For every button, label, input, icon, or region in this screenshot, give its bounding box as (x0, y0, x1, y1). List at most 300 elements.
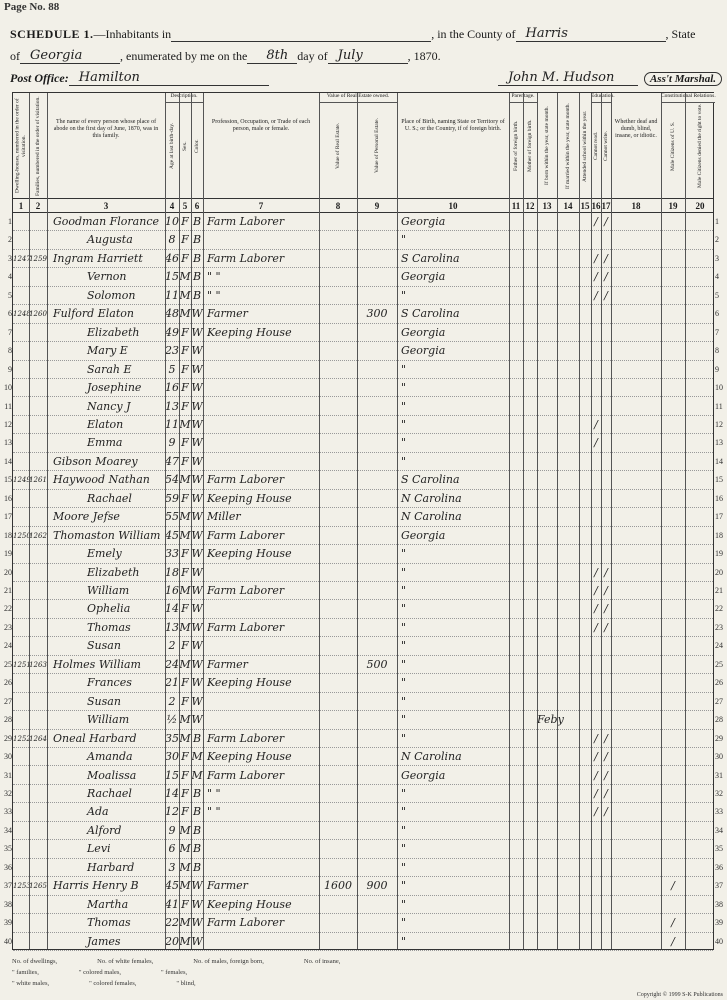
cell-age: 8 (168, 233, 176, 247)
cell-occ: Miller (207, 510, 241, 524)
line-number-right: 40 (715, 936, 723, 946)
cell-sex: F (181, 233, 189, 247)
cell-fam: 1262 (29, 531, 47, 540)
column-header-4: Age at last birth-day. (168, 122, 175, 170)
cell-color: W (191, 565, 203, 579)
enumeration-line (10, 48, 722, 64)
cell-sex: F (181, 325, 189, 339)
column-number-11: 11 (511, 201, 521, 211)
cell-birth: Georgia (401, 528, 446, 542)
cell-occ: Farm Laborer (207, 473, 285, 487)
line-number-left: 38 (4, 899, 12, 909)
line-number-left: 4 (8, 272, 12, 282)
column-header-15: Attended school within the year. (581, 110, 588, 182)
line-number-right: 31 (715, 770, 723, 780)
cell-occ: " " (207, 270, 221, 284)
table-row (4, 508, 723, 526)
cell-color: W (191, 362, 203, 376)
schedule-label: SCHEDULE 1. (10, 27, 94, 41)
cell-birth: N Carolina (401, 750, 462, 764)
cell-age: 13 (165, 620, 179, 634)
cell-birth: " (401, 731, 407, 745)
cell-sex: F (181, 750, 189, 764)
column-divider (611, 93, 612, 949)
cell-name: Martha (87, 897, 129, 911)
cell-color: W (191, 344, 203, 358)
line-number-left: 10 (4, 383, 12, 393)
line-number-left: 25 (4, 659, 12, 669)
column-header-9: Value of Personal Estate. (373, 118, 380, 174)
table-row (4, 767, 723, 785)
cell-sex: F (181, 215, 189, 228)
line-number-right: 26 (715, 678, 723, 688)
cell-birth: " (401, 676, 407, 690)
cell-w: / (604, 288, 608, 302)
cell-r: / (594, 731, 598, 745)
cell-color: B (192, 860, 202, 874)
footer-white-females: No. of white females, (97, 958, 154, 965)
column-header-16: Cannot read. (592, 131, 599, 161)
cell-birth: S Carolina (401, 307, 460, 321)
column-number-14: 14 (563, 201, 573, 211)
line-number-right: 29 (715, 733, 723, 743)
cell-age: 14 (165, 602, 179, 616)
cell-age: 15 (165, 768, 179, 782)
column-divider (591, 93, 592, 949)
cell-dw: 1248 (13, 310, 31, 319)
cell-age: 35 (165, 731, 179, 745)
footer-males-foreign: No. of males, foreign born, (193, 958, 264, 965)
cell-r: / (594, 805, 598, 819)
cell-birth: Georgia (401, 215, 446, 228)
cell-name: Fulford Elaton (53, 307, 134, 321)
cell-birth: N Carolina (401, 510, 462, 524)
cell-name: Josephine (87, 381, 142, 395)
line-number-right: 27 (715, 696, 723, 706)
cell-occ: Farmer (207, 879, 248, 893)
cell-birth: " (401, 620, 407, 634)
cell-birth: Georgia (401, 270, 446, 284)
line-number-left: 22 (4, 604, 12, 614)
column-header-18: Whether deaf and dumb, blind, insane, or idiotic. (614, 119, 658, 139)
cell-color: B (192, 233, 202, 247)
cell-color: W (191, 436, 203, 450)
cell-x: / (671, 879, 675, 893)
line-number-right: 13 (715, 438, 723, 448)
column-divider (47, 93, 48, 949)
line-number-right: 14 (715, 456, 723, 466)
cell-name: Frances (87, 676, 132, 690)
state-label: , State (665, 27, 696, 41)
cell-name: Harris Henry B (53, 879, 139, 893)
cell-r: / (594, 620, 598, 634)
cell-name: William (87, 584, 130, 597)
cell-fam: 1264 (29, 734, 47, 743)
page-number-label: Page No. 88 (4, 1, 60, 13)
table-row (8, 305, 719, 323)
cell-sex: F (181, 786, 189, 800)
table-row (8, 231, 719, 249)
line-number-right: 8 (715, 346, 719, 356)
cell-birth: " (401, 547, 407, 561)
column-divider (509, 93, 510, 949)
cell-birth: " (401, 381, 407, 395)
column-divider (179, 93, 180, 949)
copyright-notice: Copyright © 1999 S-K Publications (636, 992, 723, 998)
cell-occ: Farm Laborer (207, 731, 285, 745)
cell-r: / (594, 750, 598, 764)
cell-pers: 500 (366, 657, 388, 671)
cell-sex: F (181, 897, 189, 911)
cell-r: / (594, 288, 598, 302)
column-number-16: 16 (591, 201, 601, 211)
table-row (4, 416, 723, 434)
cell-sex: F (181, 251, 189, 265)
cell-age: 21 (165, 676, 179, 690)
cell-occ: Farm Laborer (207, 620, 285, 634)
cell-birth: " (401, 897, 407, 911)
line-number-left: 15 (4, 475, 12, 485)
cell-w: / (604, 270, 608, 284)
cell-sex: M (179, 731, 191, 745)
line-number-right: 18 (715, 530, 723, 540)
cell-fam: 1263 (29, 660, 47, 669)
line-number-left: 1 (8, 217, 12, 226)
table-row (8, 287, 719, 305)
cell-color: B (192, 251, 202, 265)
cell-color: W (191, 399, 203, 413)
cell-sex: F (181, 362, 189, 376)
cell-birth: Georgia (401, 768, 446, 782)
table-row (4, 840, 723, 858)
table-row (4, 619, 723, 637)
cell-occ: Keeping House (207, 676, 292, 690)
day-value: 8th (247, 48, 297, 64)
group-header-education: Education. (591, 93, 611, 103)
table-row (4, 656, 723, 674)
line-number-left: 19 (4, 549, 12, 559)
cell-color: W (191, 897, 203, 911)
county-label: , in the County of (431, 27, 516, 41)
cell-age: 5 (168, 362, 176, 376)
group-header-constitutional: Constitutional Relations. (661, 93, 715, 103)
cell-birth: " (401, 639, 407, 653)
cell-birth: " (401, 417, 407, 431)
of-label: of (10, 49, 20, 63)
cell-sex: F (181, 805, 189, 819)
table-row (8, 324, 719, 342)
line-number-left: 33 (4, 807, 12, 817)
column-number-8: 8 (335, 201, 341, 211)
cell-birth: " (401, 436, 407, 450)
cell-birth: " (401, 786, 407, 800)
cell-color: W (191, 473, 203, 487)
cell-fam: 1261 (29, 476, 47, 485)
cell-sex: M (179, 879, 191, 893)
cell-occ: Farmer (207, 657, 248, 671)
day-of-label: day of (297, 49, 328, 63)
cell-sex: F (181, 344, 189, 358)
cell-color: B (192, 842, 202, 856)
enumerator-signature: John M. Hudson (498, 70, 638, 86)
column-header-6: Color. (193, 139, 200, 153)
line-number-left: 29 (4, 733, 12, 743)
line-number-right: 25 (715, 659, 723, 669)
table-row (4, 877, 723, 895)
cell-occ: Keeping House (207, 750, 292, 764)
group-header-description: Description. (165, 93, 203, 103)
cell-w: / (604, 251, 608, 265)
cell-color: W (191, 547, 203, 561)
line-number-right: 17 (715, 512, 723, 522)
cell-occ: Farm Laborer (207, 528, 285, 542)
line-number-right: 4 (715, 272, 719, 282)
cell-name: Emely (87, 547, 122, 561)
column-divider (191, 93, 192, 949)
cell-age: 45 (165, 528, 179, 542)
table-row (4, 674, 723, 692)
column-header-12: Mother of foreign birth. (526, 119, 533, 173)
cell-sex: F (181, 694, 189, 708)
cell-name: Haywood Nathan (53, 473, 150, 487)
cell-color: M (191, 750, 203, 764)
cell-occ: Keeping House (207, 491, 292, 505)
line-number-left: 39 (4, 918, 12, 928)
cell-occ: Farm Laborer (207, 251, 285, 265)
line-number-right: 32 (715, 788, 723, 798)
footer-dwellings: No. of dwellings, (12, 958, 58, 965)
line-number-right: 33 (715, 807, 723, 817)
cell-birth: " (401, 805, 407, 819)
line-number-left: 31 (4, 770, 12, 780)
cell-birth: " (401, 860, 407, 874)
cell-x: / (671, 934, 675, 948)
cell-age: 9 (168, 436, 176, 450)
cell-age: 48 (165, 307, 179, 321)
cell-occ: Keeping House (207, 897, 292, 911)
cell-birth: " (401, 842, 407, 856)
cell-occ: Farm Laborer (207, 215, 285, 228)
cell-sex: F (181, 381, 189, 395)
enumerated-label: , enumerated by me on the (120, 49, 248, 63)
column-number-row (13, 199, 713, 213)
cell-dw: 1249 (13, 476, 31, 485)
cell-age: 3 (168, 860, 176, 874)
cell-name: Nancy J (87, 399, 131, 413)
cell-color: B (192, 288, 202, 302)
cell-name: Amanda (87, 750, 133, 764)
line-number-right: 28 (715, 715, 723, 725)
cell-age: 22 (165, 916, 179, 930)
cell-color: W (191, 602, 203, 616)
cell-age: 11 (165, 288, 179, 302)
line-number-left: 24 (4, 641, 12, 651)
column-header-19: Male Citizens of U. S. (669, 121, 676, 171)
table-row (8, 342, 719, 360)
footer-families: " families, (12, 969, 39, 976)
cell-color: W (191, 528, 203, 542)
cell-r: / (594, 584, 598, 597)
column-header-2: Families, numbered in the order of visitation. (34, 96, 41, 196)
line-number-left: 37 (4, 881, 12, 891)
group-header-parentage: Parentage. (509, 93, 537, 103)
cell-sex: F (181, 565, 189, 579)
cell-pers: 900 (366, 879, 388, 893)
cell-w: / (604, 620, 608, 634)
cell-name: Ada (87, 805, 109, 819)
cell-age: 15 (165, 270, 179, 284)
line-number-left: 7 (8, 327, 12, 337)
cell-age: 10 (165, 215, 179, 228)
cell-age: 47 (165, 454, 179, 468)
column-header-5: Sex. (181, 141, 188, 151)
year-label: , 1870. (407, 49, 441, 63)
cell-name: Elizabeth (87, 565, 140, 579)
inhabitants-blank (171, 28, 431, 42)
cell-r: / (594, 602, 598, 616)
table-row (4, 582, 723, 600)
cell-name: Thomas (87, 620, 131, 634)
cell-sex: M (179, 620, 191, 634)
cell-sex: M (179, 510, 191, 524)
table-row (4, 379, 723, 397)
column-number-20: 20 (695, 201, 705, 211)
table-row (4, 600, 723, 618)
cell-age: 24 (165, 657, 179, 671)
cell-sex: M (179, 934, 191, 948)
cell-sex: F (181, 639, 189, 653)
line-number-left: 2 (8, 235, 12, 245)
line-number-left: 21 (4, 586, 12, 595)
column-header-13: If born within the year, state month. (543, 106, 550, 186)
cell-name: Holmes William (53, 657, 141, 671)
cell-age: 14 (165, 786, 179, 800)
cell-name: James (87, 934, 121, 948)
cell-occ: " " (207, 786, 221, 800)
line-number-right: 7 (715, 327, 719, 337)
table-row (8, 361, 719, 379)
table-row (4, 822, 723, 840)
cell-name: Oneal Harbard (53, 731, 137, 745)
table-row (8, 268, 719, 286)
cell-sex: M (179, 584, 191, 597)
top-strip (0, 0, 727, 14)
line-number-left: 16 (4, 493, 12, 503)
cell-birth: " (401, 823, 407, 837)
cell-sex: M (179, 860, 191, 874)
column-number-19: 19 (668, 201, 678, 211)
line-number-left: 26 (4, 678, 12, 688)
line-number-right: 1 (715, 217, 719, 226)
column-number-12: 12 (525, 201, 535, 211)
cell-color: B (192, 731, 202, 745)
cell-name: Sarah E (87, 362, 132, 376)
cell-color: W (191, 713, 203, 727)
cell-color: B (192, 805, 202, 819)
month-value: July (328, 48, 408, 64)
cell-age: 41 (165, 897, 179, 911)
cell-r: / (594, 768, 598, 782)
column-header-3: The name of every person whose place of abode on the first day of June, 1870, was in this family. (53, 119, 159, 139)
cell-x: / (671, 916, 675, 930)
cell-sex: F (181, 491, 189, 505)
cell-r: / (594, 215, 598, 228)
line-number-left: 17 (4, 512, 12, 522)
cell-color: W (191, 584, 203, 597)
cell-sex: M (179, 473, 191, 487)
line-number-left: 34 (4, 825, 12, 835)
line-number-left: 5 (8, 290, 12, 300)
table-row (4, 490, 723, 508)
cell-name: Solomon (87, 288, 136, 302)
cell-name: Mary E (87, 344, 128, 358)
column-divider (661, 93, 662, 949)
cell-age: 13 (165, 399, 179, 413)
cell-w: / (604, 786, 608, 800)
table-row (4, 859, 723, 877)
cell-r: / (594, 786, 598, 800)
cell-fam: 1265 (29, 882, 47, 891)
cell-birth: " (401, 602, 407, 616)
column-header-17: Cannot write. (602, 131, 609, 161)
cell-sex: M (179, 823, 191, 837)
table-row (4, 564, 723, 582)
cell-sex: F (181, 602, 189, 616)
cell-occ: " " (207, 805, 221, 819)
cell-age: 45 (165, 879, 179, 893)
cell-birth: " (401, 713, 407, 727)
cell-age: 20 (165, 934, 179, 948)
cell-sex: M (179, 528, 191, 542)
cell-name: Rachael (87, 491, 132, 505)
cell-birth: " (401, 362, 407, 376)
line-number-right: 5 (715, 290, 719, 300)
column-header-8: Value of Real Estate. (334, 122, 341, 170)
cell-sex: F (181, 547, 189, 561)
cell-color: W (191, 620, 203, 634)
line-number-right: 12 (715, 419, 723, 429)
cell-sex: F (181, 399, 189, 413)
post-office-value: Hamilton (69, 70, 269, 86)
county-value: Harris (516, 26, 666, 42)
table-row (4, 693, 723, 711)
cell-color: W (191, 491, 203, 505)
column-number-6: 6 (194, 201, 200, 211)
line-number-left: 20 (4, 567, 12, 577)
line-number-left: 3 (8, 253, 12, 263)
cell-birth: " (401, 934, 407, 948)
table-row (4, 914, 723, 932)
cell-color: W (191, 934, 203, 948)
cell-name: Elizabeth (87, 325, 140, 339)
table-row (4, 730, 723, 748)
cell-sex: M (179, 288, 191, 302)
cell-w: / (604, 731, 608, 745)
cell-name: Gibson Moarey (53, 454, 138, 468)
cell-color: W (191, 694, 203, 708)
line-number-right: 37 (715, 881, 723, 891)
cell-name: Moore Jefse (53, 510, 120, 524)
cell-birth: " (401, 565, 407, 579)
cell-name: Goodman Florance (53, 215, 159, 228)
cell-name: Susan (87, 694, 121, 708)
table-row (8, 213, 719, 231)
column-number-3: 3 (103, 201, 109, 211)
census-table (4, 92, 723, 950)
footer-totals (12, 954, 714, 994)
line-number-right: 21 (715, 586, 723, 595)
footer-blind: " blind, (176, 980, 196, 987)
